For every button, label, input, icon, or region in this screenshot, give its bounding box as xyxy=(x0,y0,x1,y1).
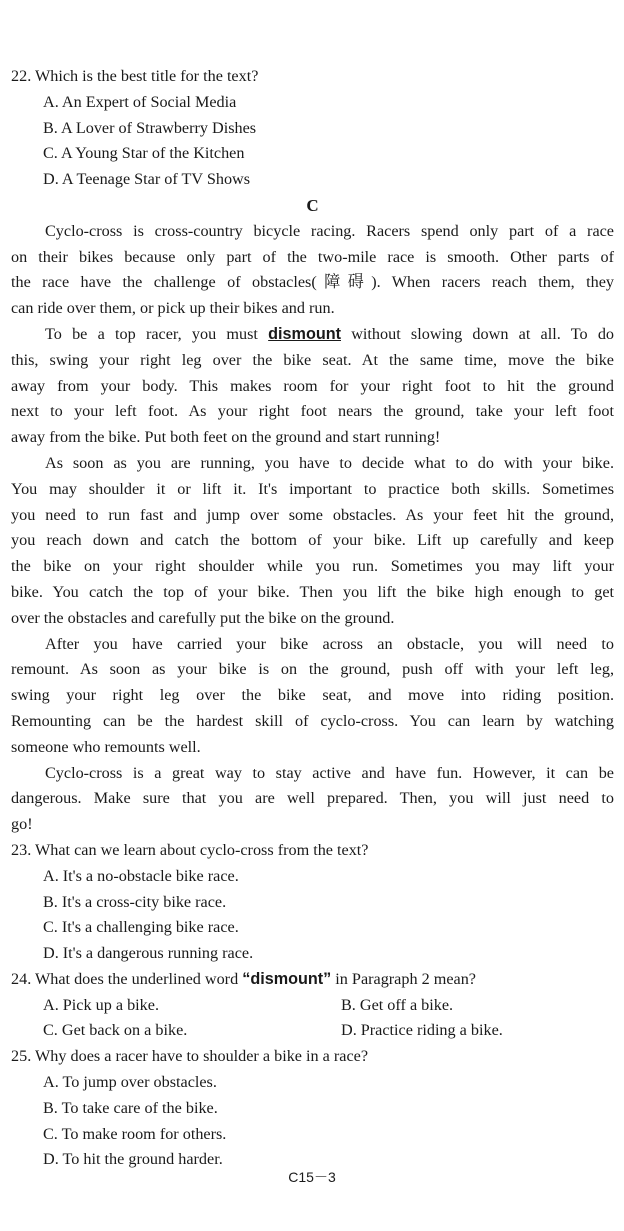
text-line: next to your left foot. As your right foot nears the ground, take your left foot xyxy=(11,402,614,421)
option-a: A. It's a no-obstacle bike race. xyxy=(43,866,239,885)
text-line: this, swing your right leg over the bike seat. At the same time, move the bike xyxy=(11,350,614,369)
option-b: B. To take care of the bike. xyxy=(43,1098,218,1117)
text-run: To be a top racer, you must xyxy=(45,324,269,343)
question-24 xyxy=(11,967,614,1044)
text-line: swing your right leg over the bike seat, and move into riding position. xyxy=(11,686,614,705)
question-25 xyxy=(11,1044,614,1173)
text-run: in Paragraph 2 mean? xyxy=(331,969,476,988)
question-23 xyxy=(11,838,614,967)
text-line: can ride over them, or pick up their bikes and run. xyxy=(11,299,335,318)
quoted-word: “dismount” xyxy=(242,969,332,988)
option-d: D. A Teenage Star of TV Shows xyxy=(43,170,251,189)
question-stem: 25. Why does a racer have to shoulder a bike in a race? xyxy=(11,1047,369,1066)
text-line: bike. You catch the top of your bike. Then you lift the bike high enough to get xyxy=(11,582,614,601)
option-d: D. To hit the ground harder. xyxy=(43,1150,223,1169)
option-c: C. A Young Star of the Kitchen xyxy=(43,144,245,163)
text-line: the bike on your right shoulder while you run. Sometimes you may lift your xyxy=(11,557,614,576)
option-c: C. It's a challenging bike race. xyxy=(43,918,239,937)
option-a: A. Pick up a bike. xyxy=(43,995,159,1014)
question-stem: 23. What can we learn about cyclo-cross from the text? xyxy=(11,840,369,859)
option-a: A. An Expert of Social Media xyxy=(43,92,237,111)
option-d: D. Practice riding a bike. xyxy=(341,1021,503,1040)
exam-page xyxy=(11,64,614,1173)
text-line: over the obstacles and carefully put the bike on the ground. xyxy=(11,608,395,627)
text-line: on their bikes because only part of the two-mile race is smooth. Other parts of xyxy=(11,247,614,266)
paragraph-4 xyxy=(11,632,614,761)
option-b: B. Get off a bike. xyxy=(341,995,454,1014)
question-stem xyxy=(11,967,614,993)
option-c: C. Get back on a bike. xyxy=(43,1021,188,1040)
option-row xyxy=(11,1018,614,1044)
text-line: away from your body. This makes room for your right foot to hit the ground xyxy=(11,376,614,395)
paragraph-3 xyxy=(11,451,614,632)
option-row xyxy=(11,993,614,1019)
question-22 xyxy=(11,64,614,193)
text-line: Cyclo-cross is a great way to stay active and have fun. However, it can be xyxy=(45,763,614,782)
text-line: remount. As soon as your bike is on the ground, push off with your left leg, xyxy=(11,660,614,679)
text-line: After you have carried your bike across an obstacle, you will need to xyxy=(45,634,614,653)
text-line: dangerous. Make sure that you are well prepared. Then, you will just need to xyxy=(11,789,614,808)
underlined-word: dismount xyxy=(268,324,341,343)
option-d: D. It's a dangerous running race. xyxy=(43,944,254,963)
option-a: A. To jump over obstacles. xyxy=(43,1073,217,1092)
text-line: Cyclo-cross is cross-country bicycle racing. Racers spend only part of a race xyxy=(45,221,614,240)
text-line: Remounting can be the hardest skill of cyclo-cross. You can learn by watching xyxy=(11,711,614,730)
option-b: B. It's a cross-city bike race. xyxy=(43,892,227,911)
text-line xyxy=(11,322,614,348)
section-heading: C xyxy=(306,195,319,215)
paragraph-5 xyxy=(11,761,614,838)
text-line: go! xyxy=(11,815,33,834)
text-line: you reach down and catch the bottom of your bike. Lift up carefully and keep xyxy=(11,531,614,550)
text-line: you need to run fast and jump over some obstacles. As your feet hit the ground, xyxy=(11,505,614,524)
page-number: C15－3 xyxy=(288,1169,336,1185)
option-c: C. To make room for others. xyxy=(43,1124,227,1143)
paragraph-2 xyxy=(11,322,614,451)
text-line: You may shoulder it or lift it. It's important to practice both skills. Sometimes xyxy=(11,479,614,498)
paragraph-1 xyxy=(11,219,614,322)
text-run: 24. What does the underlined word xyxy=(11,969,243,988)
option-b: B. A Lover of Strawberry Dishes xyxy=(43,118,257,137)
text-line: the race have the challenge of obstacles(障碍). When racers reach them, they xyxy=(11,273,614,292)
text-line: someone who remounts well. xyxy=(11,737,201,756)
text-line: As soon as you are running, you have to decide what to do with your bike. xyxy=(45,453,614,472)
question-stem: 22. Which is the best title for the text? xyxy=(11,67,259,85)
text-line: away from the bike. Put both feet on the ground and start running! xyxy=(11,428,441,447)
text-run: without slowing down at all. To do xyxy=(341,324,615,343)
